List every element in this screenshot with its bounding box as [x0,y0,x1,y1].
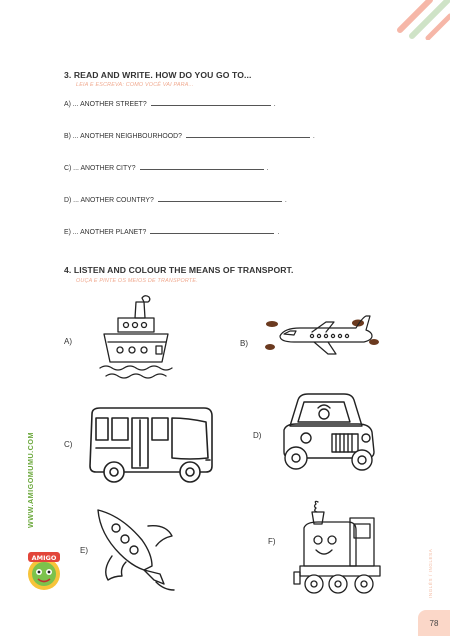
ship-drawing[interactable] [98,292,176,384]
amigo-mumu-logo [22,548,66,592]
rocket-drawing[interactable] [92,506,182,596]
answer-line-e[interactable] [150,233,274,234]
question-d [64,197,287,204]
page-number: 78 [418,610,450,636]
option-a-label: A) [64,337,72,346]
answer-line-c[interactable] [140,169,264,170]
corner-stripes-decoration [390,0,450,40]
question-d-end: . [284,197,287,204]
subject-label: INGLÊS / INGLESA [428,548,433,598]
website-url[interactable]: WWW.AMIGOMUMU.COM [26,432,35,528]
option-b-label: B) [240,339,248,348]
option-e-label: E) [80,546,88,555]
answer-line-a[interactable] [151,105,271,106]
section3-subtitle: LEIA E ESCREVA: COMO VOCÊ VAI PARA... [76,82,194,88]
option-f-label: F) [268,537,276,546]
train-drawing[interactable] [290,498,386,598]
question-b-label: B) ... ANOTHER NEIGHBOURHOOD? [64,133,182,140]
question-c-end: . [266,165,269,172]
question-a [64,101,276,108]
question-a-label: A) ... ANOTHER STREET? [64,101,147,108]
section4-subtitle: OUÇA E PINTE OS MEIOS DE TRANSPORTE. [76,278,198,284]
question-e-end: . [277,229,280,236]
question-e-label: E) ... ANOTHER PLANET? [64,229,147,236]
car-drawing[interactable] [276,390,380,476]
question-e [64,229,279,236]
question-b-end: . [312,133,315,140]
bus-drawing[interactable] [86,404,216,486]
svg-text:AMIGO: AMIGO [31,554,57,562]
question-a-end: . [273,101,276,108]
option-c-label: C) [64,440,73,449]
option-d-label: D) [253,431,262,440]
question-c-label: C) ... ANOTHER CITY? [64,165,136,172]
question-c [64,165,269,172]
answer-line-d[interactable] [158,201,282,202]
answer-line-b[interactable] [186,137,310,138]
airplane-drawing[interactable] [262,314,382,360]
question-b [64,133,315,140]
question-d-label: D) ... ANOTHER COUNTRY? [64,197,154,204]
section3-title: 3. READ AND WRITE. HOW DO YOU GO TO... [64,70,252,80]
section4-title: 4. LISTEN AND COLOUR THE MEANS OF TRANSPORT. [64,265,294,275]
